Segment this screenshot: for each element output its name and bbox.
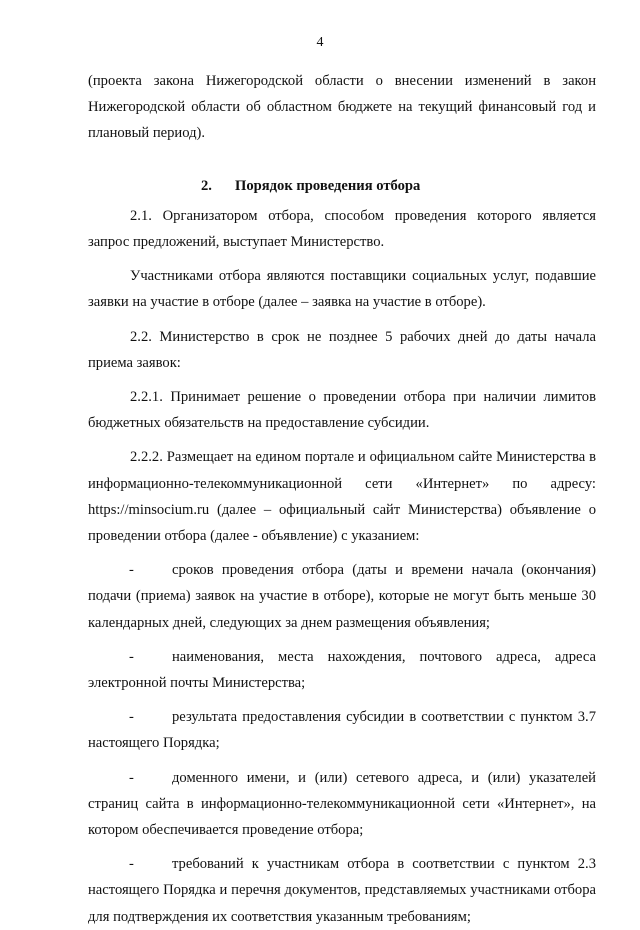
paragraph-2-1: 2.1. Организатором отбора, способом проведения которого является запрос предложений, выступает Министерство. [88,207,596,251]
section-title: Порядок проведения отбора [235,177,421,194]
list-item [88,851,596,930]
list-item-text: доменного имени, и (или) сетевого адреса, и (или) указателей страниц сайта в информационно-телекоммуникационной сети «Интернет», на котором обеспечивается проведение отбора; [88,769,596,839]
paragraph-2-2-1: 2.2.1. Принимает решение о проведении отбора при наличии лимитов бюджетных обязательств на предоставление субсидии. [88,389,596,432]
list-item-text: требований к участникам отбора в соответствии с пунктом 2.3 настоящего Порядка и перечня документов, представляемых участниками отбора для подтверждения их соответствия указанным требованиям; [88,856,596,925]
list-item [88,765,596,844]
list-item-text: сроков проведения отбора (даты и времени начала (окончания) подачи (приема) заявок на участие в отборе), которые не могут быть меньше 30 календарных дней, следующих за днем размещения объявления; [88,562,596,631]
list-item [88,557,596,636]
paragraph-2-2-2: 2.2.2. Размещает на едином портале и официальном сайте Министерства в информационно-телекоммуникационной сети «Интернет» по адресу: https://minsocium.ru (далее – официальный сайт Министерства) объявление о проведении отбора (далее - объявление) с указанием: [88,449,596,545]
section-number: 2. [201,177,212,194]
list-item [88,644,596,696]
list-dash: - [129,769,134,786]
paragraph-2-2: 2.2. Министерство в срок не позднее 5 рабочих дней до даты начала приема заявок: [88,328,596,371]
paragraph-participants: Участниками отбора являются поставщики социальных услуг, подавшие заявки на участие в отборе (далее – заявка на участие в отборе). [88,268,596,311]
page-number: 4 [316,35,324,50]
intro-paragraph: (проекта закона Нижегородской области о внесении изменений в закон Нижегородской области об областном бюджете на текущий финансовый год и плановый период). [88,73,596,142]
document-body [88,68,596,930]
list-dash: - [129,562,134,579]
list-item [88,704,596,756]
section-heading [88,173,596,199]
list-item-text: результата предоставления субсидии в соответствии с пунктом 3.7 настоящего Порядка; [88,709,596,752]
list-dash: - [129,856,134,873]
list-item-text: наименования, места нахождения, почтового адреса, адреса электронной почты Министерства; [88,648,596,692]
list-dash: - [129,648,134,665]
list-dash: - [129,709,134,726]
